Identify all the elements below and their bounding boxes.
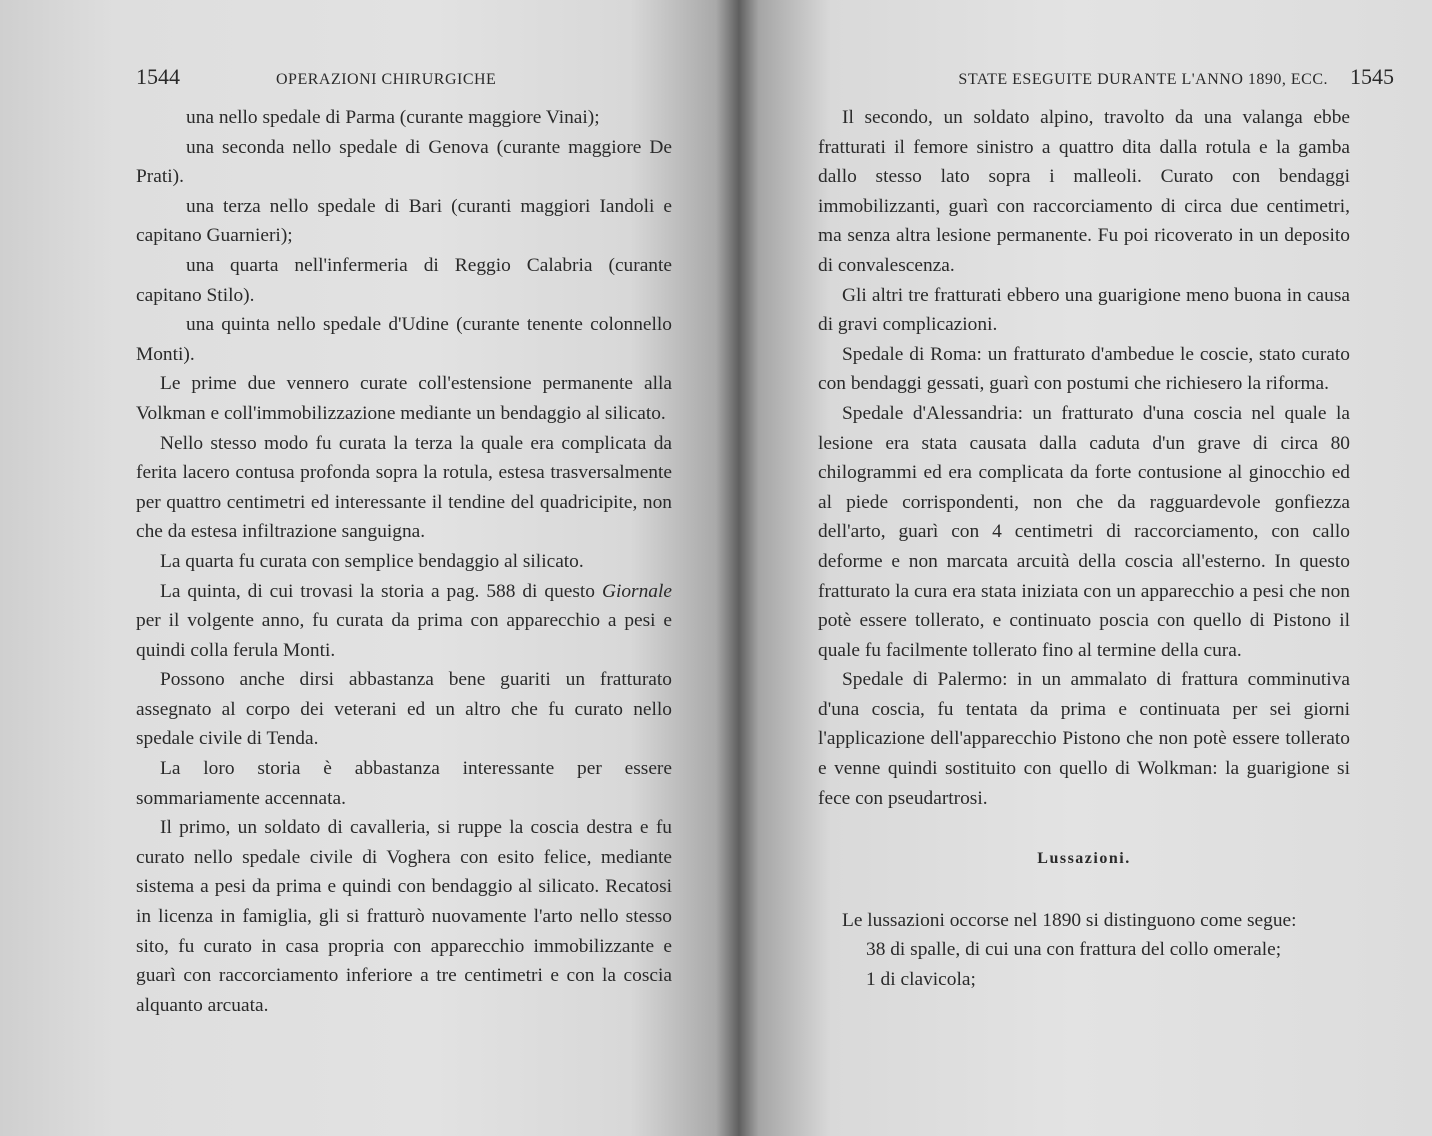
right-page-body — [818, 103, 1350, 995]
right-page — [742, 0, 1432, 1136]
paragraph: Il primo, un soldato di cavalleria, si ruppe la coscia destra e fu curato nello spedale civile di Voghera con esito felice, mediante sistema a pesi da prima e quindi con bendaggio al silicato. Recatosi in licenza in famiglia, gli si fratturò nuovamente l'arto nello stesso sito, fu curato in casa propria con apparecchio immobilizzante e guarì con raccorciamento inferiore a tre centimetri e con la coscia alquanto arcuata. — [136, 817, 672, 1016]
paragraph: Le prime due vennero curate coll'estensione permanente alla Volkman e coll'immobilizzazione mediante un bendaggio al silicato. — [136, 373, 672, 424]
paragraph: una nello spedale di Parma (curante maggiore Vinai); — [186, 107, 600, 128]
paragraph: una terza nello spedale di Bari (curanti maggiori Iandoli e capitano Guarnieri); — [136, 195, 672, 247]
paragraph: Possono anche dirsi abbastanza bene guariti un fratturato assegnato al corpo dei veterani ed un altro che fu curato nello spedale civile di Tenda. — [136, 669, 672, 750]
paragraph: La loro storia è abbastanza interessante per essere sommariamente accennata. — [136, 758, 672, 809]
page-number: 1545 — [1350, 64, 1394, 89]
running-head: OPERAZIONI CHIRURGICHE — [276, 71, 497, 88]
paragraph: Spedale di Roma: un fratturato d'ambedue le coscie, stato curato con bendaggi gessati, guarì con postumi che richiesero la riforma. — [818, 343, 1350, 395]
left-page-header — [136, 64, 676, 94]
paragraph: Gli altri tre fratturati ebbero una guarigione meno buona in causa di gravi complicazioni. — [818, 284, 1350, 336]
list-item: 38 di spalle, di cui una con frattura del collo omerale; — [866, 939, 1282, 961]
paragraph: una quarta nell'infermeria di Reggio Calabria (curante capitano Stilo). — [136, 254, 672, 306]
running-head: STATE ESEGUITE DURANTE L'ANNO 1890, ECC. — [958, 71, 1328, 88]
paragraph: Spedale d'Alessandria: un fratturato d'una coscia nel quale la lesione era stata causata dalla caduta d'un grave di circa 80 chilogrammi ed era complicata da forte contusione al ginocchio ed al piede corrispondenti, non che da ragguardevole gonfiezza dell'arto, guarì con 4 centimetri di raccorciamento, con callo deforme e non marcata arcuità della coscia all'esterno. In questo fratturato la cura era stata iniziata con un apparecchio a pesi che non potè essere tollerato, e continuato poscia con quello di Pistono il quale fu facilmente tollerato fino al termine della cura. — [818, 402, 1350, 661]
paragraph: Nello stesso modo fu curata la terza la quale era complicata da ferita lacero contusa profonda sopra la rotula, estesa trasversalmente per quattro centimetri ed interessante il tendine del quadricipite, non che da estesa infiltrazione sanguigna. — [136, 432, 672, 543]
paragraph: La quarta fu curata con semplice bendaggio al silicato. — [160, 550, 584, 572]
paragraph: Le lussazioni occorse nel 1890 si distinguono come segue: — [842, 909, 1297, 931]
paragraph: Spedale di Palermo: in un ammalato di frattura comminutiva d'una coscia, fu tentata da prima e continuata per sei giorni l'applicazione dell'apparecchio Pistono che non potè essere tollerato e venne quindi sostituito con quello di Wolkman: la guarigione si fece con pseudartrosi. — [818, 669, 1350, 809]
paragraph: una seconda nello spedale di Genova (curante maggiore De Prati). — [136, 136, 672, 188]
paragraph — [136, 577, 672, 666]
paragraph-text: per il volgente anno, fu curata da prima con apparecchio a pesi e quindi colla ferula Monti. — [136, 610, 672, 661]
paragraph: una quinta nello spedale d'Udine (curante tenente colonnello Monti). — [136, 314, 672, 365]
page-number: 1544 — [136, 64, 180, 89]
paragraph-text: La quinta, di cui trovasi la storia a pag. 588 di questo — [160, 580, 596, 602]
journal-title: Giornale — [601, 580, 672, 602]
left-page-body — [136, 103, 672, 1020]
paragraph: Il secondo, un soldato alpino, travolto da una valanga ebbe fratturati il femore sinistro a quattro dita dalla rotula e la gamba dallo stesso lato sopra i malleoli. Curato con bendaggi immobilizzanti, guarì con raccorciamento di circa due centimetri, ma senza altra lesione permanente. Fu poi ricoverato in un deposito di convalescenza. — [818, 107, 1350, 276]
right-page-header — [874, 64, 1394, 94]
list-item: 1 di clavicola; — [866, 969, 976, 991]
section-heading: Lussazioni. — [1037, 850, 1131, 868]
